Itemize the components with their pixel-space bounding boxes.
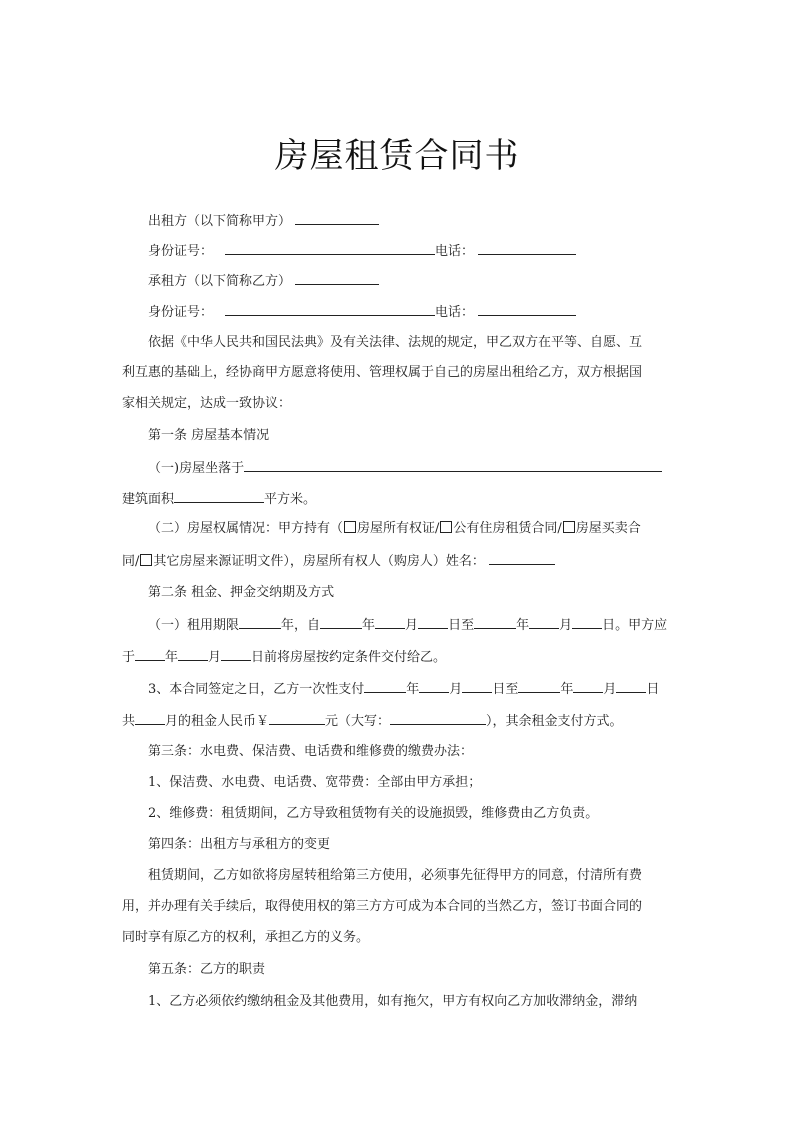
checkbox-purchase-contract[interactable]: [563, 521, 575, 533]
lessee-phone-label: 电话：: [435, 305, 475, 320]
text: 共: [122, 714, 136, 729]
article2-rent-line: [122, 711, 623, 731]
article1-area-line: [122, 489, 316, 509]
pay-start-day-blank[interactable]: [462, 679, 492, 693]
text: 月: [603, 682, 617, 697]
pay-start-month-blank[interactable]: [419, 679, 449, 693]
owner-name-blank[interactable]: [489, 551, 555, 565]
ownership-option-3-cont: 同/: [122, 554, 140, 569]
article1-ownership-line-1: [148, 520, 641, 538]
start-month-blank[interactable]: [375, 615, 405, 629]
article4-heading: 第四条：出租方与承租方的变更: [148, 837, 331, 852]
term-label: （一）租用期限: [148, 618, 240, 633]
article5-heading: 第五条：乙方的职责: [148, 962, 266, 977]
lessee-id-label: 身份证号：: [148, 305, 214, 320]
preamble-line-3: 家相关规定，达成一致协议：: [122, 396, 292, 411]
text: 年: [406, 682, 420, 697]
area-blank[interactable]: [174, 489, 264, 503]
payment-label: 3、本合同签定之日，乙方一次性支付: [148, 682, 365, 697]
text: 日至: [492, 682, 519, 697]
term-years-blank[interactable]: [239, 615, 281, 629]
text: 年: [165, 650, 179, 665]
text: 日前将房屋按约定条件交付给乙。: [251, 650, 447, 665]
lessee-id-line: [148, 302, 576, 322]
area-unit: 平方米。: [264, 492, 317, 507]
article3-heading: 第三条：水电费、保洁费、电话费和维修费的缴费办法：: [148, 744, 474, 759]
text: 年: [516, 618, 530, 633]
lessor-id-line: [148, 241, 576, 261]
pay-end-year-blank[interactable]: [518, 679, 560, 693]
months-blank[interactable]: [135, 711, 165, 725]
preamble-line-2: 利互惠的基础上，经协商甲方愿意将使用、管理权属于自己的房屋出租给乙方，双方根据国: [122, 365, 643, 380]
checkbox-other-proof[interactable]: [140, 554, 152, 566]
location-blank[interactable]: [244, 458, 662, 472]
lessor-line: [148, 211, 379, 231]
rent-amount-words-blank[interactable]: [390, 711, 486, 725]
text: ），其余租金支付方式。: [486, 714, 623, 729]
article1-location-line: [148, 458, 662, 478]
ownership-option-1: 房屋所有权证/: [357, 521, 440, 536]
ownership-option-2: 公有住房租赁合同/: [453, 521, 562, 536]
text: 日。甲方应: [602, 618, 668, 633]
lessor-id-blank[interactable]: [225, 241, 435, 255]
article2-payment-line: [148, 679, 659, 699]
ownership-option-3: 房屋买卖合: [575, 521, 641, 536]
delivery-month-blank[interactable]: [178, 647, 208, 661]
text: 日至: [448, 618, 475, 633]
lessee-id-blank[interactable]: [225, 302, 435, 316]
start-year-blank[interactable]: [320, 615, 362, 629]
delivery-day-blank[interactable]: [221, 647, 251, 661]
article4-line-1: 租赁期间，乙方如欲将房屋转租给第三方使用，必须事先征得甲方的同意，付清所有费: [148, 868, 643, 883]
document-title: 房屋租赁合同书: [274, 136, 520, 176]
pay-end-day-blank[interactable]: [616, 679, 646, 693]
article4-line-3: 同时享有原乙方的权利，承担乙方的义务。: [122, 930, 370, 945]
delivery-year-blank[interactable]: [135, 647, 165, 661]
pay-start-year-blank[interactable]: [364, 679, 406, 693]
lessor-phone-label: 电话：: [435, 244, 475, 259]
article3-item-1: 1、保洁费、水电费、电话费、宽带费：全部由甲方承担；: [148, 775, 482, 790]
article2-delivery-line: [122, 647, 446, 667]
end-year-blank[interactable]: [474, 615, 516, 629]
text: 月: [208, 650, 222, 665]
article3-item-2: 2、维修费：租赁期间，乙方导致租赁物有关的设施损毁，维修费由乙方负责。: [148, 806, 599, 821]
article1-heading: 第一条 房屋基本情况: [148, 428, 270, 443]
pay-end-month-blank[interactable]: [573, 679, 603, 693]
start-day-blank[interactable]: [418, 615, 448, 629]
end-day-blank[interactable]: [572, 615, 602, 629]
text: 年: [362, 618, 376, 633]
preamble-line-1: 依据《中华人民共和国民法典》及有关法律、法规的规定，甲乙双方在平等、自愿、互: [148, 335, 643, 350]
text: 月: [559, 618, 573, 633]
checkbox-public-housing-lease[interactable]: [440, 521, 452, 533]
area-label: 建筑面积: [122, 492, 175, 507]
text: 月的租金人民币￥: [165, 714, 270, 729]
checkbox-ownership-cert[interactable]: [344, 521, 356, 533]
article5-line-1: 1、乙方必须依约缴纳租金及其他费用，如有拖欠，甲方有权向乙方加收滞纳金，滞纳: [148, 994, 638, 1009]
text: 元（大写：: [325, 714, 391, 729]
article2-heading: 第二条 租金、押金交纳期及方式: [148, 585, 335, 600]
ownership-option-4: 其它房屋来源证明文件），房屋所有权人（购房人）姓名：: [153, 554, 485, 569]
lessor-id-label: 身份证号：: [148, 244, 214, 259]
lessee-label: 承租方（以下简称乙方）: [148, 274, 292, 289]
lessee-name-blank[interactable]: [295, 271, 379, 285]
article4-line-2: 用，并办理有关手续后，取得使用权的第三方方可成为本合同的当然乙方，签订书面合同的: [122, 899, 643, 914]
ownership-label: （二）房屋权属情况：甲方持有（: [148, 521, 344, 536]
text: 月: [449, 682, 463, 697]
text: 于: [122, 650, 136, 665]
text: 年: [560, 682, 574, 697]
text: 日: [646, 682, 660, 697]
article2-term-line: [148, 615, 667, 635]
end-month-blank[interactable]: [529, 615, 559, 629]
lessor-name-blank[interactable]: [295, 211, 379, 225]
lessor-label: 出租方（以下简称甲方）: [148, 214, 292, 229]
rent-amount-blank[interactable]: [269, 711, 325, 725]
lessor-phone-blank[interactable]: [478, 241, 576, 255]
text: 年，自: [281, 618, 321, 633]
text: 月: [405, 618, 419, 633]
article1-ownership-line-2: [122, 551, 555, 571]
lessee-phone-blank[interactable]: [478, 302, 576, 316]
lessee-line: [148, 271, 379, 291]
location-label: （一)房屋坐落于: [148, 461, 245, 476]
